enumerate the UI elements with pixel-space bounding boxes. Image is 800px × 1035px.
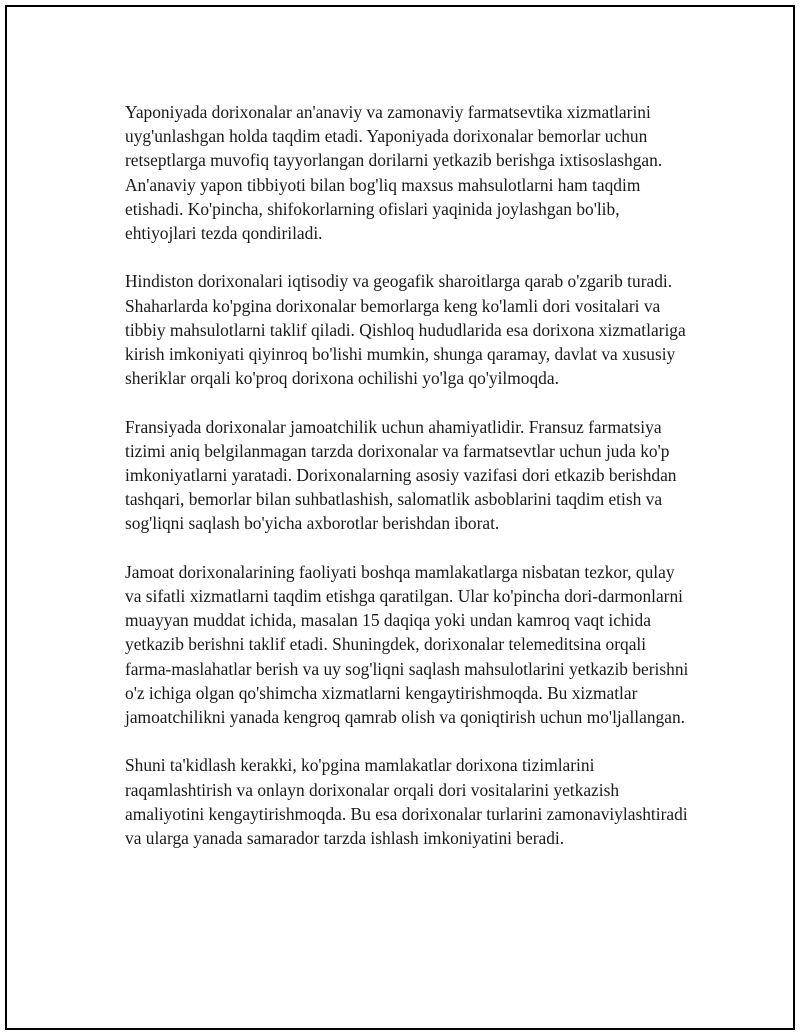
page-frame: [5, 5, 795, 1030]
document-body: [125, 100, 691, 850]
paragraph-france: Fransiyada dorixonalar jamoatchilik uchun ahamiyatlidir. Fransuz farmatsiya tizimi aniq belgilanmagan tarzda dorixonalar va farmatsevtlar uchun juda ko'p imkoniyatlarni yaratadi. Dorixonalarning asosiy vazifasi dori etkazib berishdan tashqari, bemorlar bilan suhbatlashish, salomatlik asboblarini taqdim etish va sog'liqni saqlash bo'yicha axborotlar berishdan iborat.: [125, 416, 677, 534]
paragraph-japan: Yaponiyada dorixonalar an'anaviy va zamonaviy farmatsevtika xizmatlarini uyg'unlashgan holda taqdim etadi. Yaponiyada dorixonalar bemorlar uchun retseptlarga muvofiq tayyorlangan dorilarni yetkazib berishga ixtisoslashgan. An'anaviy yapon tibbiyoti bilan bog'liq maxsus mahsulotlarni ham taqdim etishadi. Ko'pincha, shifokorlarning ofislari yaqinida joylashgan bo'lib, ehtiyojlari tezda qondiriladi.: [125, 102, 663, 244]
paragraph-public-pharmacies: Jamoat dorixonalarining faoliyati boshqa mamlakatlarga nisbatan tezkor, qulay va sifatli xizmatlarni taqdim etishga qaratilgan. Ular ko'pincha dori-darmonlarni muayyan muddat ichida, masalan 15 daqiqa yoki undan kamroq vaqt ichida yetkazib berishni taklif etadi. Shuningdek, dorixonalar telemeditsina orqali farma-maslahatlar berish va uy sog'liqni saqlash mahsulotlarini yetkazib berishni o'z ichiga olgan qo'shimcha xizmatlarni kengaytirishmoqda. Bu xizmatlar jamoatchilikni yanada kengroq qamrab olish va qoniqtirish uchun mo'ljallangan.: [125, 561, 689, 728]
paragraph-digitalization: Shuni ta'kidlash kerakki, ko'pgina mamlakatlar dorixona tizimlarini raqamlashtirish va onlayn dorixonalar orqali dori vositalarini yetkazish amaliyotini kengaytirishmoqda. Bu esa dorixonalar turlarini zamonaviylashtiradi va ularga yanada samarador tarzda ishlash imkoniyatini beradi.: [125, 755, 688, 849]
paragraph-india: Hindiston dorixonalari iqtisodiy va geogafik sharoitlarga qarab o'zgarib turadi. Shaharlarda ko'pgina dorixonalar bemorlarga keng ko'lamli dori vositalari va tibbiy mahsulotlarni taklif qiladi. Qishloq hududlarida esa dorixona xizmatlariga kirish imkoniyati qiyinroq bo'lishi mumkin, shunga qaramay, davlat va xususiy sheriklar orqali ko'proq dorixona ochilishi yo'lga qo'yilmoqda.: [125, 271, 686, 389]
